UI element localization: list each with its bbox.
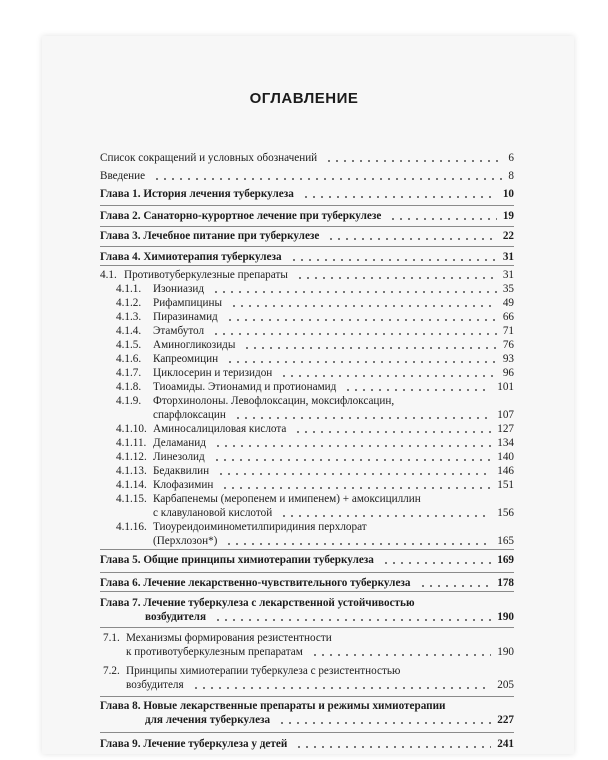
dot-leader: [296, 277, 497, 279]
toc-entry-title: Глава 6. Лечение лекарственно-чувствительного туберкулеза: [100, 577, 411, 589]
divider: [100, 591, 514, 592]
toc-entry-page: 31: [502, 251, 514, 263]
toc-entry-number: 4.1.7.: [116, 367, 142, 379]
toc-entry-number: 4.1.12.: [116, 451, 147, 463]
toc-entry-title: Глава 1. История лечения туберкулеза: [100, 188, 294, 200]
toc-entry-number: 7.2.: [103, 665, 120, 677]
toc-entry-title: Фторхинолоны. Левофлоксацин, моксифлоксацин,: [153, 395, 395, 407]
toc-entry-page: 31: [502, 269, 514, 281]
toc-entry-page: 146: [497, 465, 514, 477]
divider: [100, 572, 514, 573]
toc-entry-title: Глава 3. Лечебное питание при туберкулезе: [100, 230, 320, 242]
dot-leader: [226, 319, 497, 321]
toc-entry-number: 4.1.2.: [116, 297, 142, 309]
toc-entry-number: 4.1.6.: [116, 353, 142, 365]
toc-entry-title: Аминосалициловая кислота: [153, 423, 287, 435]
toc-entry-title: Бедаквилин: [153, 465, 210, 477]
toc-entry-title: Механизмы формирования резистентности: [126, 632, 332, 644]
toc-entry-page: 10: [502, 188, 514, 200]
toc-entry-page: 127: [497, 423, 514, 435]
dot-leader: [214, 445, 491, 447]
divider: [100, 627, 514, 628]
dot-leader: [225, 543, 491, 545]
dot-leader: [221, 487, 491, 489]
dot-leader: [294, 431, 491, 433]
toc-entry-number: 4.1.: [100, 269, 117, 281]
dot-leader: [226, 361, 497, 363]
toc-entry-title: возбудителя: [126, 679, 184, 691]
dot-leader: [302, 196, 497, 198]
toc-entry-number: 4.1.15.: [116, 493, 147, 505]
dot-leader: [419, 585, 492, 587]
toc-entry-title: для лечения туберкулеза: [145, 714, 271, 726]
dot-leader: [212, 291, 497, 293]
dot-leader: [290, 259, 497, 261]
divider: [100, 226, 514, 227]
toc-entry-page: 227: [497, 714, 514, 726]
divider: [100, 265, 514, 266]
toc-entry-title: Этамбутол: [153, 325, 205, 337]
divider: [100, 696, 514, 697]
dot-leader: [295, 746, 491, 748]
divider: [100, 205, 514, 206]
toc-entry-title: Тиоуреидоиминометилпиридиния перхлорат: [153, 521, 367, 533]
toc-entry-number: 4.1.13.: [116, 465, 147, 477]
toc-entry-title: Пиразинамид: [153, 311, 218, 323]
toc-entry-title: Противотуберкулезные препараты: [124, 269, 288, 281]
toc-entry-title: Глава 8. Новые лекарственные препараты и режимы химиотерапии: [100, 700, 446, 712]
toc-entry-page: 178: [497, 577, 514, 589]
toc-entry-title: Циклосерин и теризидон: [153, 367, 273, 379]
toc-entry-number: 4.1.14.: [116, 479, 147, 491]
dot-leader: [234, 417, 491, 419]
toc-entry-page: 190: [497, 646, 514, 658]
dot-leader: [278, 722, 491, 724]
toc-entry-page: 134: [497, 437, 514, 449]
toc-entry-page: 35: [502, 283, 514, 295]
toc-entry-number: 4.1.11.: [116, 437, 147, 449]
dot-leader: [213, 459, 491, 461]
toc-entry-page: 205: [497, 679, 514, 691]
dot-leader: [212, 333, 497, 335]
toc-entry-title: Капреомицин: [153, 353, 219, 365]
toc-entry-title: с клавулановой кислотой: [153, 507, 273, 519]
toc-entry-number: 4.1.3.: [116, 311, 142, 323]
toc-entry-title: Аминогликозиды: [153, 339, 236, 351]
dot-leader: [192, 687, 492, 689]
dot-leader: [327, 238, 496, 240]
toc-entry-page: 93: [502, 353, 514, 365]
dot-leader: [243, 347, 496, 349]
dot-leader: [214, 619, 491, 621]
page-title: ОГЛАВЛЕНИЕ: [249, 90, 359, 107]
toc-entry-page: 165: [497, 535, 514, 547]
toc-entry-number: 4.1.1.: [116, 283, 142, 295]
toc-entry-title: Глава 5. Общие принципы химиотерапии туберкулеза: [100, 554, 374, 566]
toc-entry-page: 6: [508, 152, 514, 164]
toc-entry-number: 7.1.: [103, 632, 120, 644]
toc-entry-title: Глава 7. Лечение туберкулеза с лекарственной устойчивостью: [100, 597, 415, 609]
toc-entry-page: 241: [497, 738, 514, 750]
toc-entry-title: Введение: [100, 170, 146, 182]
toc-entry-title: Тиоамиды. Этионамид и протионамид: [153, 381, 337, 393]
dot-leader: [153, 178, 502, 180]
toc-entry-title: (Перхлозон*): [153, 535, 218, 547]
toc-entry-number: 4.1.10.: [116, 423, 147, 435]
toc-entry-title: Глава 9. Лечение туберкулеза у детей: [100, 738, 288, 750]
toc-entry-page: 140: [497, 451, 514, 463]
dot-leader: [280, 515, 491, 517]
toc-entry-page: 156: [497, 507, 514, 519]
toc-entry-page: 151: [497, 479, 514, 491]
toc-entry-title: спарфлоксацин: [153, 409, 226, 421]
toc-entry-page: 71: [502, 325, 514, 337]
toc-entry-number: 4.1.16.: [116, 521, 147, 533]
toc-entry-title: Рифампицины: [153, 297, 222, 309]
divider: [100, 246, 514, 247]
toc-entry-title: Карбапенемы (меропенем и имипенем) + амоксициллин: [153, 493, 421, 505]
toc-entry-title: Изониазид: [153, 283, 205, 295]
toc-entry-title: возбудителя: [145, 611, 207, 623]
toc-entry-page: 169: [497, 554, 514, 566]
toc-entry-number: 4.1.8.: [116, 381, 142, 393]
toc-entry-number: 4.1.5.: [116, 339, 142, 351]
toc-entry-title: Деламанид: [153, 437, 206, 449]
dot-leader: [230, 305, 497, 307]
dot-leader: [280, 375, 497, 377]
toc-entry-number: 4.1.9.: [116, 395, 142, 407]
toc-entry-page: 76: [502, 339, 514, 351]
dot-leader: [325, 160, 502, 162]
toc-entry-title: Глава 2. Санаторно-курортное лечение при туберкулезе: [100, 210, 382, 222]
dot-leader: [382, 562, 491, 564]
toc-entry-title: Линезолид: [153, 451, 205, 463]
toc-entry-page: 190: [497, 611, 514, 623]
dot-leader: [311, 654, 491, 656]
toc-entry-title: Клофазимин: [153, 479, 214, 491]
toc-entry-page: 22: [502, 230, 514, 242]
toc-entry-page: 66: [502, 311, 514, 323]
toc-entry-page: 96: [502, 367, 514, 379]
divider: [100, 732, 514, 733]
toc-entry-title: Список сокращений и условных обозначений: [100, 152, 318, 164]
toc-entry-number: 4.1.4.: [116, 325, 142, 337]
toc-entry-title: к противотуберкулезным препаратам: [126, 646, 303, 658]
toc-entry-page: 101: [497, 381, 514, 393]
toc-entry-page: 8: [508, 170, 514, 182]
toc-entry-page: 49: [502, 297, 514, 309]
dot-leader: [217, 473, 491, 475]
dot-leader: [344, 389, 491, 391]
toc-entry-page: 19: [502, 210, 514, 222]
toc-entry-page: 107: [497, 409, 514, 421]
toc-entry-title: Принципы химиотерапии туберкулеза с резистентностью: [126, 665, 401, 677]
toc-entry-title: Глава 4. Химиотерапия туберкулеза: [100, 251, 282, 263]
divider: [100, 549, 514, 550]
dot-leader: [389, 218, 497, 220]
